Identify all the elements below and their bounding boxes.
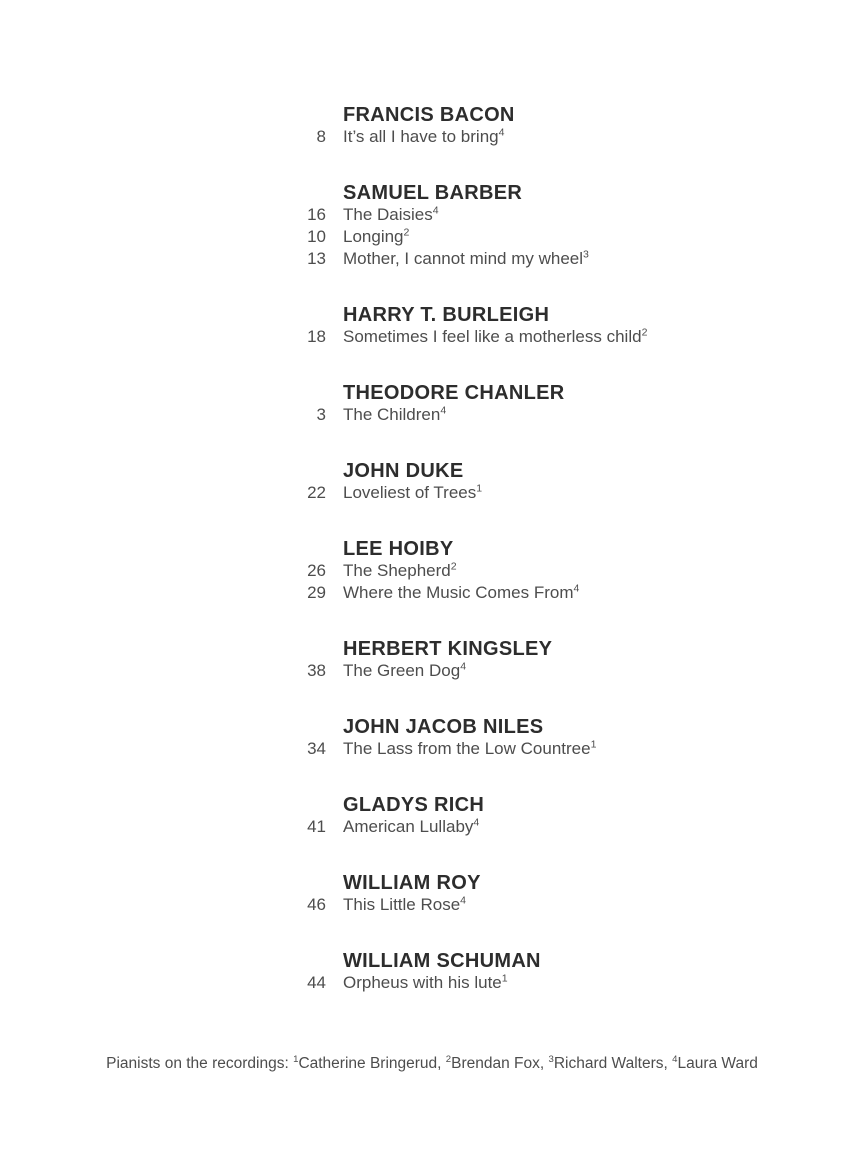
pianist-credit — [446, 1055, 549, 1072]
song-row — [290, 226, 864, 248]
composer-section — [290, 794, 864, 838]
pianist-footnote-marker: 4 — [473, 816, 480, 829]
pianist-footnote-marker: 1 — [590, 738, 597, 751]
composer-name: GLADYS RICH — [343, 794, 485, 816]
song-row — [290, 248, 864, 270]
song-title — [343, 226, 409, 248]
song-row — [290, 972, 864, 994]
composer-heading-row — [290, 794, 864, 816]
pianist-footnote-marker: 3 — [583, 248, 589, 261]
pianist-footnote-marker: 4 — [440, 404, 447, 417]
composer-heading-row — [290, 638, 864, 660]
composer-heading-row — [290, 104, 864, 126]
song-title-text: The Green Dog — [343, 661, 461, 680]
pianist-footnote-marker: 4 — [498, 126, 505, 139]
pianist-footnote-marker: 4 — [432, 204, 439, 217]
pianist-footnote-marker: 2 — [403, 226, 410, 239]
composer-section — [290, 104, 864, 148]
composer-section — [290, 382, 864, 426]
pianist-footnote-marker: 2 — [450, 560, 457, 573]
song-page-number: 44 — [307, 973, 326, 992]
song-title-text: Sometimes I feel like a motherless child — [343, 327, 642, 346]
song-title-text: Loveliest of Trees — [343, 483, 477, 502]
composer-section — [290, 304, 864, 348]
song-page-number: 41 — [307, 817, 326, 836]
song-title — [343, 972, 508, 994]
composer-name: HERBERT KINGSLEY — [343, 638, 553, 660]
song-page-number: 34 — [307, 739, 326, 758]
song-page-number: 3 — [316, 405, 326, 424]
pianist-name: Laura Ward — [677, 1055, 758, 1072]
song-title — [343, 482, 482, 504]
song-page-number: 22 — [307, 483, 326, 502]
pianist-footnote-marker: 1 — [476, 482, 483, 495]
composer-name: JOHN JACOB NILES — [343, 716, 544, 738]
composer-section — [290, 716, 864, 760]
composer-heading-row — [290, 304, 864, 326]
pianist-footnote-marker: 4 — [460, 660, 467, 673]
composer-name: THEODORE CHANLER — [343, 382, 565, 404]
composer-heading-row — [290, 716, 864, 738]
pianist-credit — [672, 1055, 758, 1072]
song-row — [290, 404, 864, 426]
composer-section — [290, 872, 864, 916]
composer-name: JOHN DUKE — [343, 460, 464, 482]
song-row — [290, 816, 864, 838]
song-title-text: Orpheus with his lute — [343, 973, 502, 992]
composer-heading-row — [290, 382, 864, 404]
song-title-text: Mother, I cannot mind my wheel — [343, 249, 584, 268]
song-page-number: 26 — [307, 561, 326, 580]
composer-name: WILLIAM ROY — [343, 872, 481, 894]
composer-name: HARRY T. BURLEIGH — [343, 304, 550, 326]
song-title — [343, 816, 479, 838]
song-page-number: 13 — [307, 249, 326, 268]
pianist-credit — [293, 1055, 446, 1072]
song-page-number: 46 — [307, 895, 326, 914]
song-title — [343, 738, 596, 760]
pianist-footnote-marker: 4 — [573, 582, 580, 595]
song-row — [290, 582, 864, 604]
song-title — [343, 582, 579, 604]
song-page-number: 18 — [307, 327, 326, 346]
song-title — [343, 126, 504, 148]
pianist-footnote-marker: 3 — [548, 1053, 554, 1065]
composer-section — [290, 538, 864, 604]
song-page-number: 29 — [307, 583, 326, 602]
composer-section — [290, 460, 864, 504]
song-title-text: American Lullaby — [343, 817, 474, 836]
composer-name: SAMUEL BARBER — [343, 182, 523, 204]
song-title-text: The Lass from the Low Countree — [343, 739, 591, 758]
song-title — [343, 326, 647, 348]
song-row — [290, 660, 864, 682]
song-page-number: 38 — [307, 661, 326, 680]
composer-heading-row — [290, 460, 864, 482]
pianists-footnote — [0, 1053, 864, 1075]
song-row — [290, 738, 864, 760]
song-title-text: This Little Rose — [343, 895, 461, 914]
song-title — [343, 248, 589, 270]
song-row — [290, 126, 864, 148]
song-title — [343, 660, 466, 682]
song-title-text: The Shepherd — [343, 561, 451, 580]
footnote-prefix: Pianists on the recordings: — [106, 1055, 294, 1072]
song-page-number: 8 — [316, 127, 326, 146]
song-row — [290, 326, 864, 348]
pianist-footnote-marker: 2 — [445, 1053, 452, 1065]
song-title-text: Where the Music Comes From — [343, 583, 574, 602]
pianist-name: Brendan Fox, — [451, 1055, 549, 1072]
pianist-footnote-marker: 1 — [501, 972, 508, 985]
composer-section — [290, 182, 864, 270]
pianist-footnote-marker: 2 — [641, 326, 648, 339]
composer-name: FRANCIS BACON — [343, 104, 515, 126]
composer-name: WILLIAM SCHUMAN — [343, 950, 541, 972]
pianist-name: Richard Walters, — [553, 1055, 673, 1072]
song-title — [343, 404, 446, 426]
song-page-number: 16 — [307, 205, 326, 224]
composer-section — [290, 638, 864, 682]
song-title-text: The Children — [343, 405, 441, 424]
song-title — [343, 204, 439, 226]
song-title — [343, 560, 457, 582]
composer-section — [290, 950, 864, 994]
song-title-text: Longing — [343, 227, 404, 246]
song-row — [290, 894, 864, 916]
song-row — [290, 482, 864, 504]
composer-name: LEE HOIBY — [343, 538, 454, 560]
song-title-text: The Daisies — [343, 205, 433, 224]
song-title-text: It’s all I have to bring — [343, 127, 499, 146]
pianist-name: Catherine Bringerud, — [298, 1055, 446, 1072]
song-row — [290, 560, 864, 582]
song-row — [290, 204, 864, 226]
pianist-credit — [548, 1055, 672, 1072]
song-title — [343, 894, 466, 916]
composer-heading-row — [290, 950, 864, 972]
song-page-number: 10 — [307, 227, 326, 246]
composer-heading-row — [290, 182, 864, 204]
composer-heading-row — [290, 872, 864, 894]
pianist-footnote-marker: 1 — [293, 1053, 299, 1065]
pianist-footnote-marker: 4 — [672, 1053, 678, 1065]
composer-heading-row — [290, 538, 864, 560]
pianist-footnote-marker: 4 — [460, 894, 467, 907]
